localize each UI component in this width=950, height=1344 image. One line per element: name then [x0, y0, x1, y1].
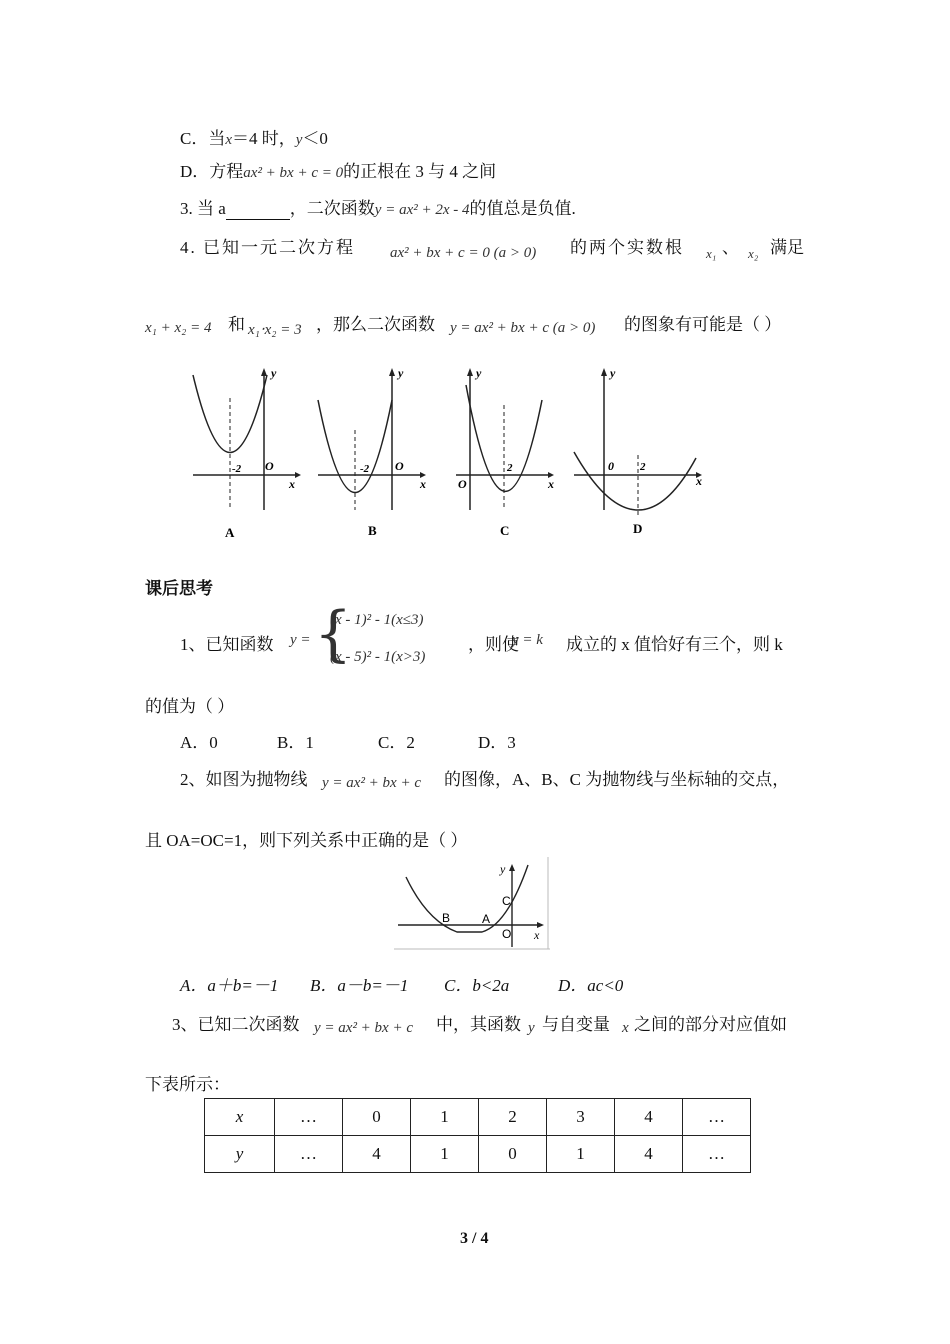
math-equation: y = ax² + bx + c — [322, 775, 421, 791]
arrow-icon — [389, 368, 395, 376]
graph-d — [568, 360, 713, 545]
p1-text2: 成立的 x 值恰好有三个，则 k — [566, 635, 783, 654]
arrow-icon — [601, 368, 607, 376]
table-cell: 0 — [479, 1136, 547, 1173]
math-y: y = — [290, 632, 311, 648]
p1-text3: 的值为（ ） — [145, 697, 235, 716]
brace: { — [314, 599, 353, 669]
q4-and: 和 — [228, 315, 245, 334]
q4-text4: 的图象有可能是（ ） — [624, 315, 782, 334]
arrow-icon — [467, 368, 473, 376]
origin-label: O — [502, 927, 512, 941]
origin-label: O — [265, 459, 274, 473]
question-3 — [180, 194, 576, 220]
math-x: x — [225, 132, 233, 148]
math-equation: y = k — [512, 632, 543, 648]
option-a: A．a＋b=－1 — [180, 976, 279, 995]
x-label: x — [289, 477, 295, 491]
table-cell: 1 — [547, 1136, 615, 1173]
arrow-icon — [509, 864, 515, 871]
arrow-icon — [295, 472, 301, 478]
p2-prefix: 2、如图为抛物线 — [180, 770, 308, 789]
table-cell: y — [205, 1136, 275, 1173]
p3-prefix: 3、已知二次函数 — [172, 1015, 300, 1034]
separator: 、 — [722, 238, 739, 257]
option-d: D．ac<0 — [558, 976, 624, 995]
option-d-label: D．方程 — [180, 162, 244, 181]
p3-text4: 下表所示： — [145, 1075, 230, 1094]
point-b-label: B — [442, 911, 451, 925]
p3-text2: 与自变量 — [542, 1015, 610, 1034]
arrow-icon — [261, 368, 267, 376]
table-cell: 1 — [411, 1136, 479, 1173]
section-heading: 课后思考 — [145, 579, 213, 598]
table-row — [205, 1136, 751, 1173]
y-label: y — [500, 862, 506, 876]
option-a: A．0 — [180, 733, 218, 752]
option-d-text: 的正根在 3 与 4 之间 — [343, 162, 497, 181]
math-equation: ax² + bx + c = 0 (a > 0) — [390, 245, 537, 261]
parabola — [574, 452, 696, 510]
tick-label: -2 — [232, 463, 242, 475]
table-cell: … — [275, 1136, 343, 1173]
graph-label: D — [633, 521, 643, 536]
math-x1: x₁ — [706, 246, 717, 261]
math-x2: x₂ — [748, 246, 759, 261]
x-label: x — [420, 477, 426, 491]
p1-prefix: 1、已知函数 — [180, 635, 274, 654]
table-cell: 4 — [343, 1136, 411, 1173]
option-b: B．a－b=－1 — [310, 976, 409, 995]
origin-label: O — [395, 459, 404, 473]
tick-label: 2 — [640, 461, 646, 473]
page-number: 3 / 4 — [460, 1230, 489, 1247]
table-cell: 4 — [615, 1099, 683, 1136]
option-c: C．b<2a — [444, 976, 510, 995]
option-c-text: ＝4 时， — [232, 129, 296, 148]
graph-label: A — [225, 525, 235, 540]
p2-text: 的图像，A、B、C 为抛物线与坐标轴的交点， — [444, 770, 790, 789]
table-cell: … — [275, 1099, 343, 1136]
origin-label: 0 — [608, 459, 614, 473]
q4-prefix: 4. 已知一元二次方程 — [180, 238, 355, 257]
figure-parabola — [392, 855, 552, 953]
x-label: x — [534, 928, 540, 942]
math-equation: y = ax² + bx + c (a > 0) — [450, 320, 596, 336]
math-case1: (x - 1)² - 1(x≤3) — [330, 612, 424, 628]
p1-text: ，则使 — [468, 635, 519, 654]
option-d — [180, 157, 496, 182]
math-equation: y = ax² + 2x - 4 — [374, 202, 470, 218]
math-case2: (x - 5)² - 1(x>3) — [330, 649, 426, 665]
table-cell: x — [205, 1099, 275, 1136]
q4-text2: 满足 — [770, 238, 804, 257]
q3-end: 的值总是负值. — [469, 199, 576, 218]
option-c: C．2 — [378, 733, 415, 752]
q4-text3: ，那么二次函数 — [316, 315, 435, 334]
math-equation: y = ax² + bx + c — [314, 1020, 413, 1036]
table-cell: … — [683, 1099, 751, 1136]
graph-c — [448, 360, 578, 545]
q3-prefix: 3. 当 a — [180, 199, 226, 218]
tick-label: 2 — [507, 462, 513, 474]
math-y: y — [528, 1020, 535, 1036]
p2-text2: 且 OA=OC=1，则下列关系中正确的是（ ） — [145, 831, 468, 850]
y-label: y — [398, 366, 404, 380]
table-cell: 3 — [547, 1099, 615, 1136]
graph-label: C — [500, 523, 510, 538]
table-cell: 4 — [615, 1136, 683, 1173]
y-label: y — [271, 366, 277, 380]
y-label: y — [476, 366, 482, 380]
table-cell: 0 — [343, 1099, 411, 1136]
table-cell: 1 — [411, 1099, 479, 1136]
x-label: x — [696, 474, 702, 488]
math-x: x — [622, 1020, 629, 1036]
math-product: x₁⋅x₂ = 3 — [248, 322, 302, 338]
option-c — [180, 124, 328, 149]
option-d: D．3 — [478, 733, 516, 752]
p3-text: 中，其函数 — [436, 1015, 521, 1034]
math-sum: x₁ + x₂ = 4 — [145, 320, 212, 336]
question-4-line1 — [180, 233, 355, 258]
math-equation: ax² + bx + c = 0 — [243, 165, 344, 181]
origin-label: O — [458, 477, 467, 491]
tick-label: -2 — [360, 463, 370, 475]
option-b: B．1 — [277, 733, 314, 752]
graph-b — [310, 360, 440, 545]
y-label: y — [610, 366, 616, 380]
math-y: y — [295, 132, 303, 148]
graph-a — [185, 360, 315, 545]
point-c-label: C — [502, 894, 511, 908]
q3-mid: ，二次函数 — [289, 199, 375, 218]
p3-text3: 之间的部分对应值如 — [634, 1015, 787, 1034]
x-label: x — [548, 477, 554, 491]
option-c-end: ＜0 — [302, 129, 328, 148]
graph-label: B — [368, 523, 377, 538]
point-a-label: A — [482, 912, 491, 926]
table-cell: 2 — [479, 1099, 547, 1136]
answer-blank — [226, 199, 290, 220]
value-table — [204, 1098, 751, 1173]
q4-text: 的两个实数根 — [570, 238, 684, 257]
table-cell: … — [683, 1136, 751, 1173]
table-row — [205, 1099, 751, 1136]
option-c-label: C．当 — [180, 129, 226, 148]
